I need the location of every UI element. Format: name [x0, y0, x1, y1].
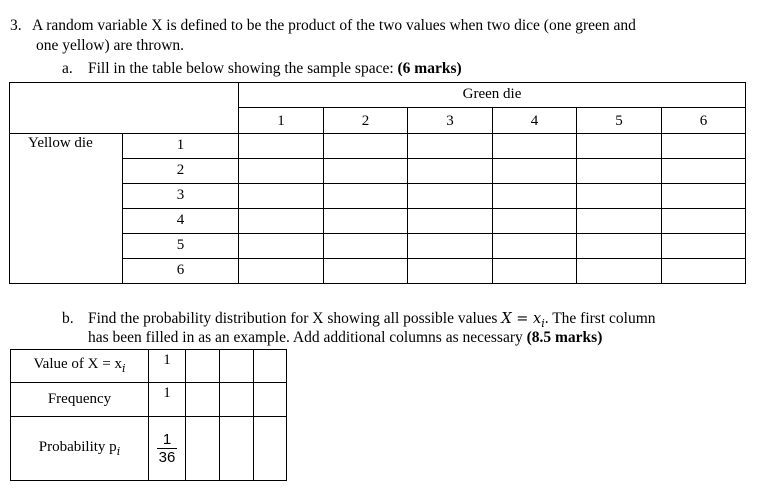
green-value-3: 3 — [408, 107, 493, 133]
table-cell[interactable] — [577, 258, 662, 283]
table-cell[interactable] — [220, 417, 254, 481]
table-cell[interactable] — [493, 158, 577, 183]
table-cell[interactable] — [324, 208, 408, 233]
table-cell[interactable] — [239, 158, 324, 183]
table-cell[interactable] — [577, 208, 662, 233]
sample-space-table — [9, 82, 746, 284]
probability-fraction — [157, 431, 178, 466]
value-row-label: Value of $X = x_i$ — [11, 350, 149, 383]
yellow-value-6: 6 — [123, 258, 239, 283]
table-cell[interactable] — [577, 133, 662, 158]
table-cell[interactable] — [408, 258, 493, 283]
green-die-header: Green die — [239, 83, 746, 108]
table-cell[interactable] — [324, 183, 408, 208]
yellow-value-2: 2 — [123, 158, 239, 183]
fraction-denominator: 36 — [158, 448, 176, 466]
part-a-marks: (6 marks) — [397, 60, 462, 77]
table-cell[interactable] — [254, 383, 287, 417]
table-cell[interactable] — [577, 158, 662, 183]
yellow-value-5: 5 — [123, 233, 239, 258]
part-b-marks: (8.5 marks) — [526, 329, 603, 346]
table-cell[interactable] — [239, 133, 324, 158]
green-value-1: 1 — [239, 107, 324, 133]
probability-row-label: Probability $p_i$ — [11, 417, 149, 481]
value-example: 1 — [149, 350, 186, 383]
yellow-value-1: 1 — [123, 133, 239, 158]
yellow-die-header: Yellow die — [10, 133, 123, 283]
table-cell[interactable] — [493, 183, 577, 208]
yellow-value-4: 4 — [123, 208, 239, 233]
table-cell[interactable] — [220, 350, 254, 383]
green-value-4: 4 — [493, 107, 577, 133]
table-cell[interactable] — [662, 158, 746, 183]
table-cell[interactable] — [408, 208, 493, 233]
table-cell[interactable] — [254, 350, 287, 383]
table-cell[interactable] — [408, 183, 493, 208]
part-b-text-1b: . The first column — [544, 310, 656, 327]
table-cell[interactable] — [493, 208, 577, 233]
table-cell[interactable] — [239, 233, 324, 258]
table-cell[interactable] — [577, 183, 662, 208]
table-cell[interactable] — [662, 133, 746, 158]
green-value-5: 5 — [577, 107, 662, 133]
table-cell[interactable] — [493, 233, 577, 258]
fraction-numerator: 1 — [157, 431, 178, 449]
part-b-text-2: has been filled in as an example. Add additional columns as necessary — [88, 329, 527, 346]
table-cell[interactable] — [577, 233, 662, 258]
part-a-instruction — [62, 60, 462, 78]
question-line-1: A random variable X is defined to be the product of the two values when two dice (one green and — [32, 17, 636, 34]
table-cell[interactable] — [324, 158, 408, 183]
table-cell[interactable] — [493, 258, 577, 283]
part-a-label: a. — [62, 60, 73, 77]
table-cell[interactable] — [493, 133, 577, 158]
table-cell[interactable] — [408, 158, 493, 183]
part-b-line-2 — [88, 329, 602, 347]
frequency-example: 1 — [149, 383, 186, 417]
table-cell[interactable] — [662, 258, 746, 283]
table-cell[interactable] — [239, 258, 324, 283]
table-cell[interactable] — [186, 417, 220, 481]
frequency-row-label: Frequency — [11, 383, 149, 417]
table-cell[interactable] — [239, 208, 324, 233]
part-b-math: X = x — [501, 311, 542, 327]
table-cell[interactable] — [220, 383, 254, 417]
probability-example — [149, 417, 186, 481]
part-a-text: Fill in the table below showing the sample space: — [88, 60, 398, 77]
question-line-2: one yellow) are thrown. — [36, 37, 185, 54]
table-cell[interactable] — [186, 350, 220, 383]
part-b-math-sub: i — [541, 317, 545, 331]
question-heading — [10, 15, 636, 36]
yellow-value-3: 3 — [123, 183, 239, 208]
table-cell[interactable] — [662, 233, 746, 258]
part-b-label: b. — [62, 310, 74, 327]
probability-distribution-table — [10, 349, 287, 481]
table-cell[interactable] — [324, 233, 408, 258]
table-cell[interactable] — [254, 417, 287, 481]
table-cell[interactable] — [239, 183, 324, 208]
table-cell[interactable] — [662, 183, 746, 208]
table-cell[interactable] — [324, 133, 408, 158]
question-number: 3. — [10, 17, 22, 34]
table-cell[interactable] — [186, 383, 220, 417]
green-value-6: 6 — [662, 107, 746, 133]
part-b-text-1a: Find the probability distribution for X showing all possible values — [88, 310, 502, 327]
table-cell[interactable] — [408, 233, 493, 258]
table-cell[interactable] — [408, 133, 493, 158]
green-value-2: 2 — [324, 107, 408, 133]
table-cell[interactable] — [324, 258, 408, 283]
table-cell[interactable] — [662, 208, 746, 233]
